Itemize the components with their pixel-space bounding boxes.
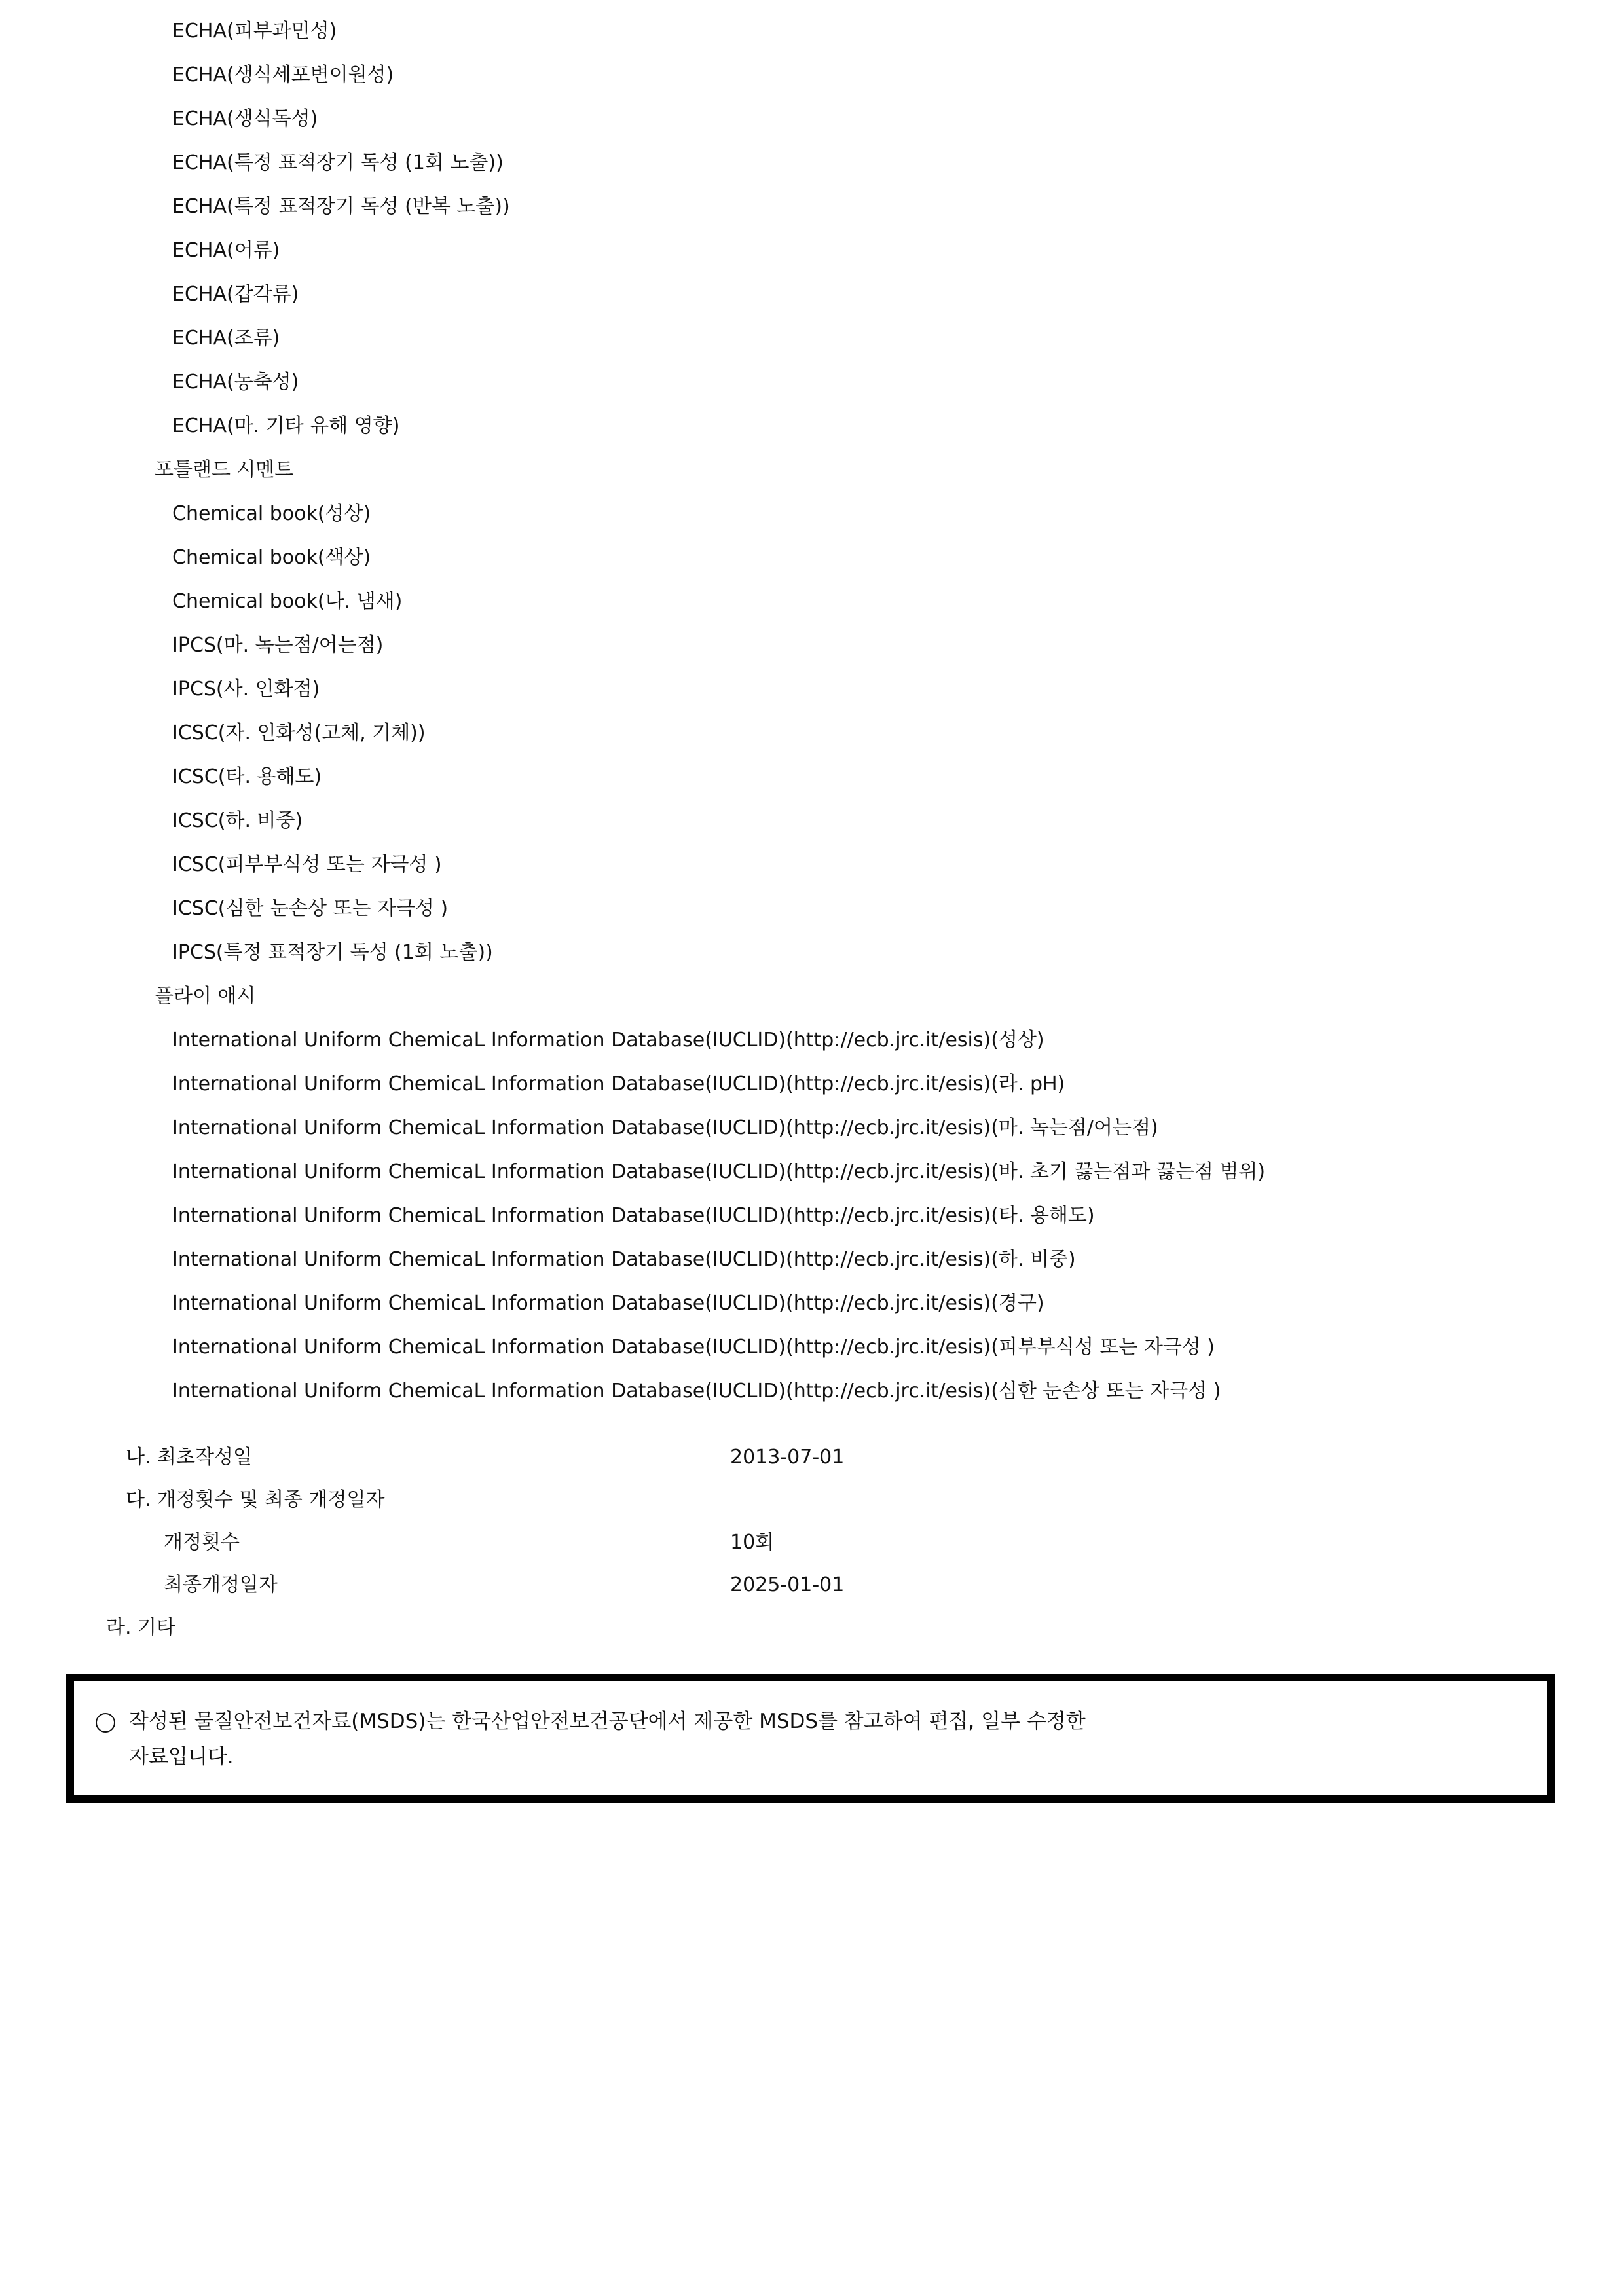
notice-text-line-2: 자료입니다. [129,1745,234,1769]
reference-item: ECHA(농축성) [172,371,299,394]
other-heading: 라. 기타 [106,1616,176,1639]
first-written-value: 2013-07-01 [730,1446,845,1469]
reference-item: International Uniform ChemicaL Information Database(IUCLID)(http://ecb.jrc.it/esis)(타. 용해도) [172,1204,1095,1227]
last-revision-value: 2025-01-01 [730,1573,845,1596]
reference-item: International Uniform ChemicaL Information Database(IUCLID)(http://ecb.jrc.it/esis)(하. 비중) [172,1248,1076,1271]
reference-item: ECHA(갑각류) [172,283,299,306]
substance-heading: 플라이 애시 [155,985,256,1008]
revision-heading: 다. 개정횟수 및 최종 개정일자 [126,1488,385,1511]
reference-item: IPCS(특정 표적장기 독성 (1회 노출)) [172,941,493,964]
reference-item: IPCS(마. 녹는점/어는점) [172,634,384,657]
notice-box [66,1674,1555,1803]
reference-item: ICSC(자. 인화성(고체, 기체)) [172,722,426,744]
reference-item: Chemical book(색상) [172,546,371,569]
reference-item: Chemical book(성상) [172,502,371,525]
reference-item: International Uniform ChemicaL Information Database(IUCLID)(http://ecb.jrc.it/esis)(경구) [172,1292,1044,1315]
reference-item: ECHA(피부과민성) [172,20,337,43]
reference-item: ICSC(하. 비중) [172,809,303,832]
reference-item: ECHA(특정 표적장기 독성 (1회 노출)) [172,151,504,174]
reference-item: IPCS(사. 인화점) [172,678,320,701]
reference-item: Chemical book(나. 냄새) [172,590,403,613]
reference-item: ECHA(마. 기타 유해 영향) [172,414,400,437]
reference-item: International Uniform ChemicaL Information Database(IUCLID)(http://ecb.jrc.it/esis)(심한 눈손상 또는 자극성 ) [172,1380,1221,1403]
reference-item: ICSC(심한 눈손상 또는 자극성 ) [172,897,449,920]
reference-item: International Uniform ChemicaL Information Database(IUCLID)(http://ecb.jrc.it/esis)(라. pH) [172,1073,1065,1095]
reference-item: International Uniform ChemicaL Information Database(IUCLID)(http://ecb.jrc.it/esis)(성상) [172,1029,1044,1052]
revision-count-value: 10회 [730,1531,775,1554]
revision-count-label: 개정횟수 [164,1531,240,1554]
reference-item: ICSC(타. 용해도) [172,765,322,788]
reference-item: International Uniform ChemicaL Information Database(IUCLID)(http://ecb.jrc.it/esis)(바. 초기 끓는점과 끓는점 범위) [172,1160,1266,1183]
reference-item: ECHA(생식세포변이원성) [172,64,394,86]
reference-item: ECHA(특정 표적장기 독성 (반복 노출)) [172,195,510,218]
reference-item: ECHA(조류) [172,327,280,350]
circle-bullet-icon [96,1713,115,1733]
reference-item: ICSC(피부부식성 또는 자극성 ) [172,853,442,876]
reference-item: International Uniform ChemicaL Information Database(IUCLID)(http://ecb.jrc.it/esis)(마. 녹는점/어는점) [172,1116,1158,1139]
reference-item: International Uniform ChemicaL Information Database(IUCLID)(http://ecb.jrc.it/esis)(피부부식성 또는 자극성 ) [172,1336,1215,1359]
reference-item: ECHA(생식독성) [172,107,318,130]
reference-item: ECHA(어류) [172,239,280,262]
notice-text-line-1: 작성된 물질안전보건자료(MSDS)는 한국산업안전보건공단에서 제공한 MSDS를 참고하여 편집, 일부 수정한 [129,1710,1086,1733]
first-written-label: 나. 최초작성일 [126,1446,252,1469]
last-revision-label: 최종개정일자 [164,1573,278,1596]
substance-heading: 포틀랜드 시멘트 [155,458,294,481]
